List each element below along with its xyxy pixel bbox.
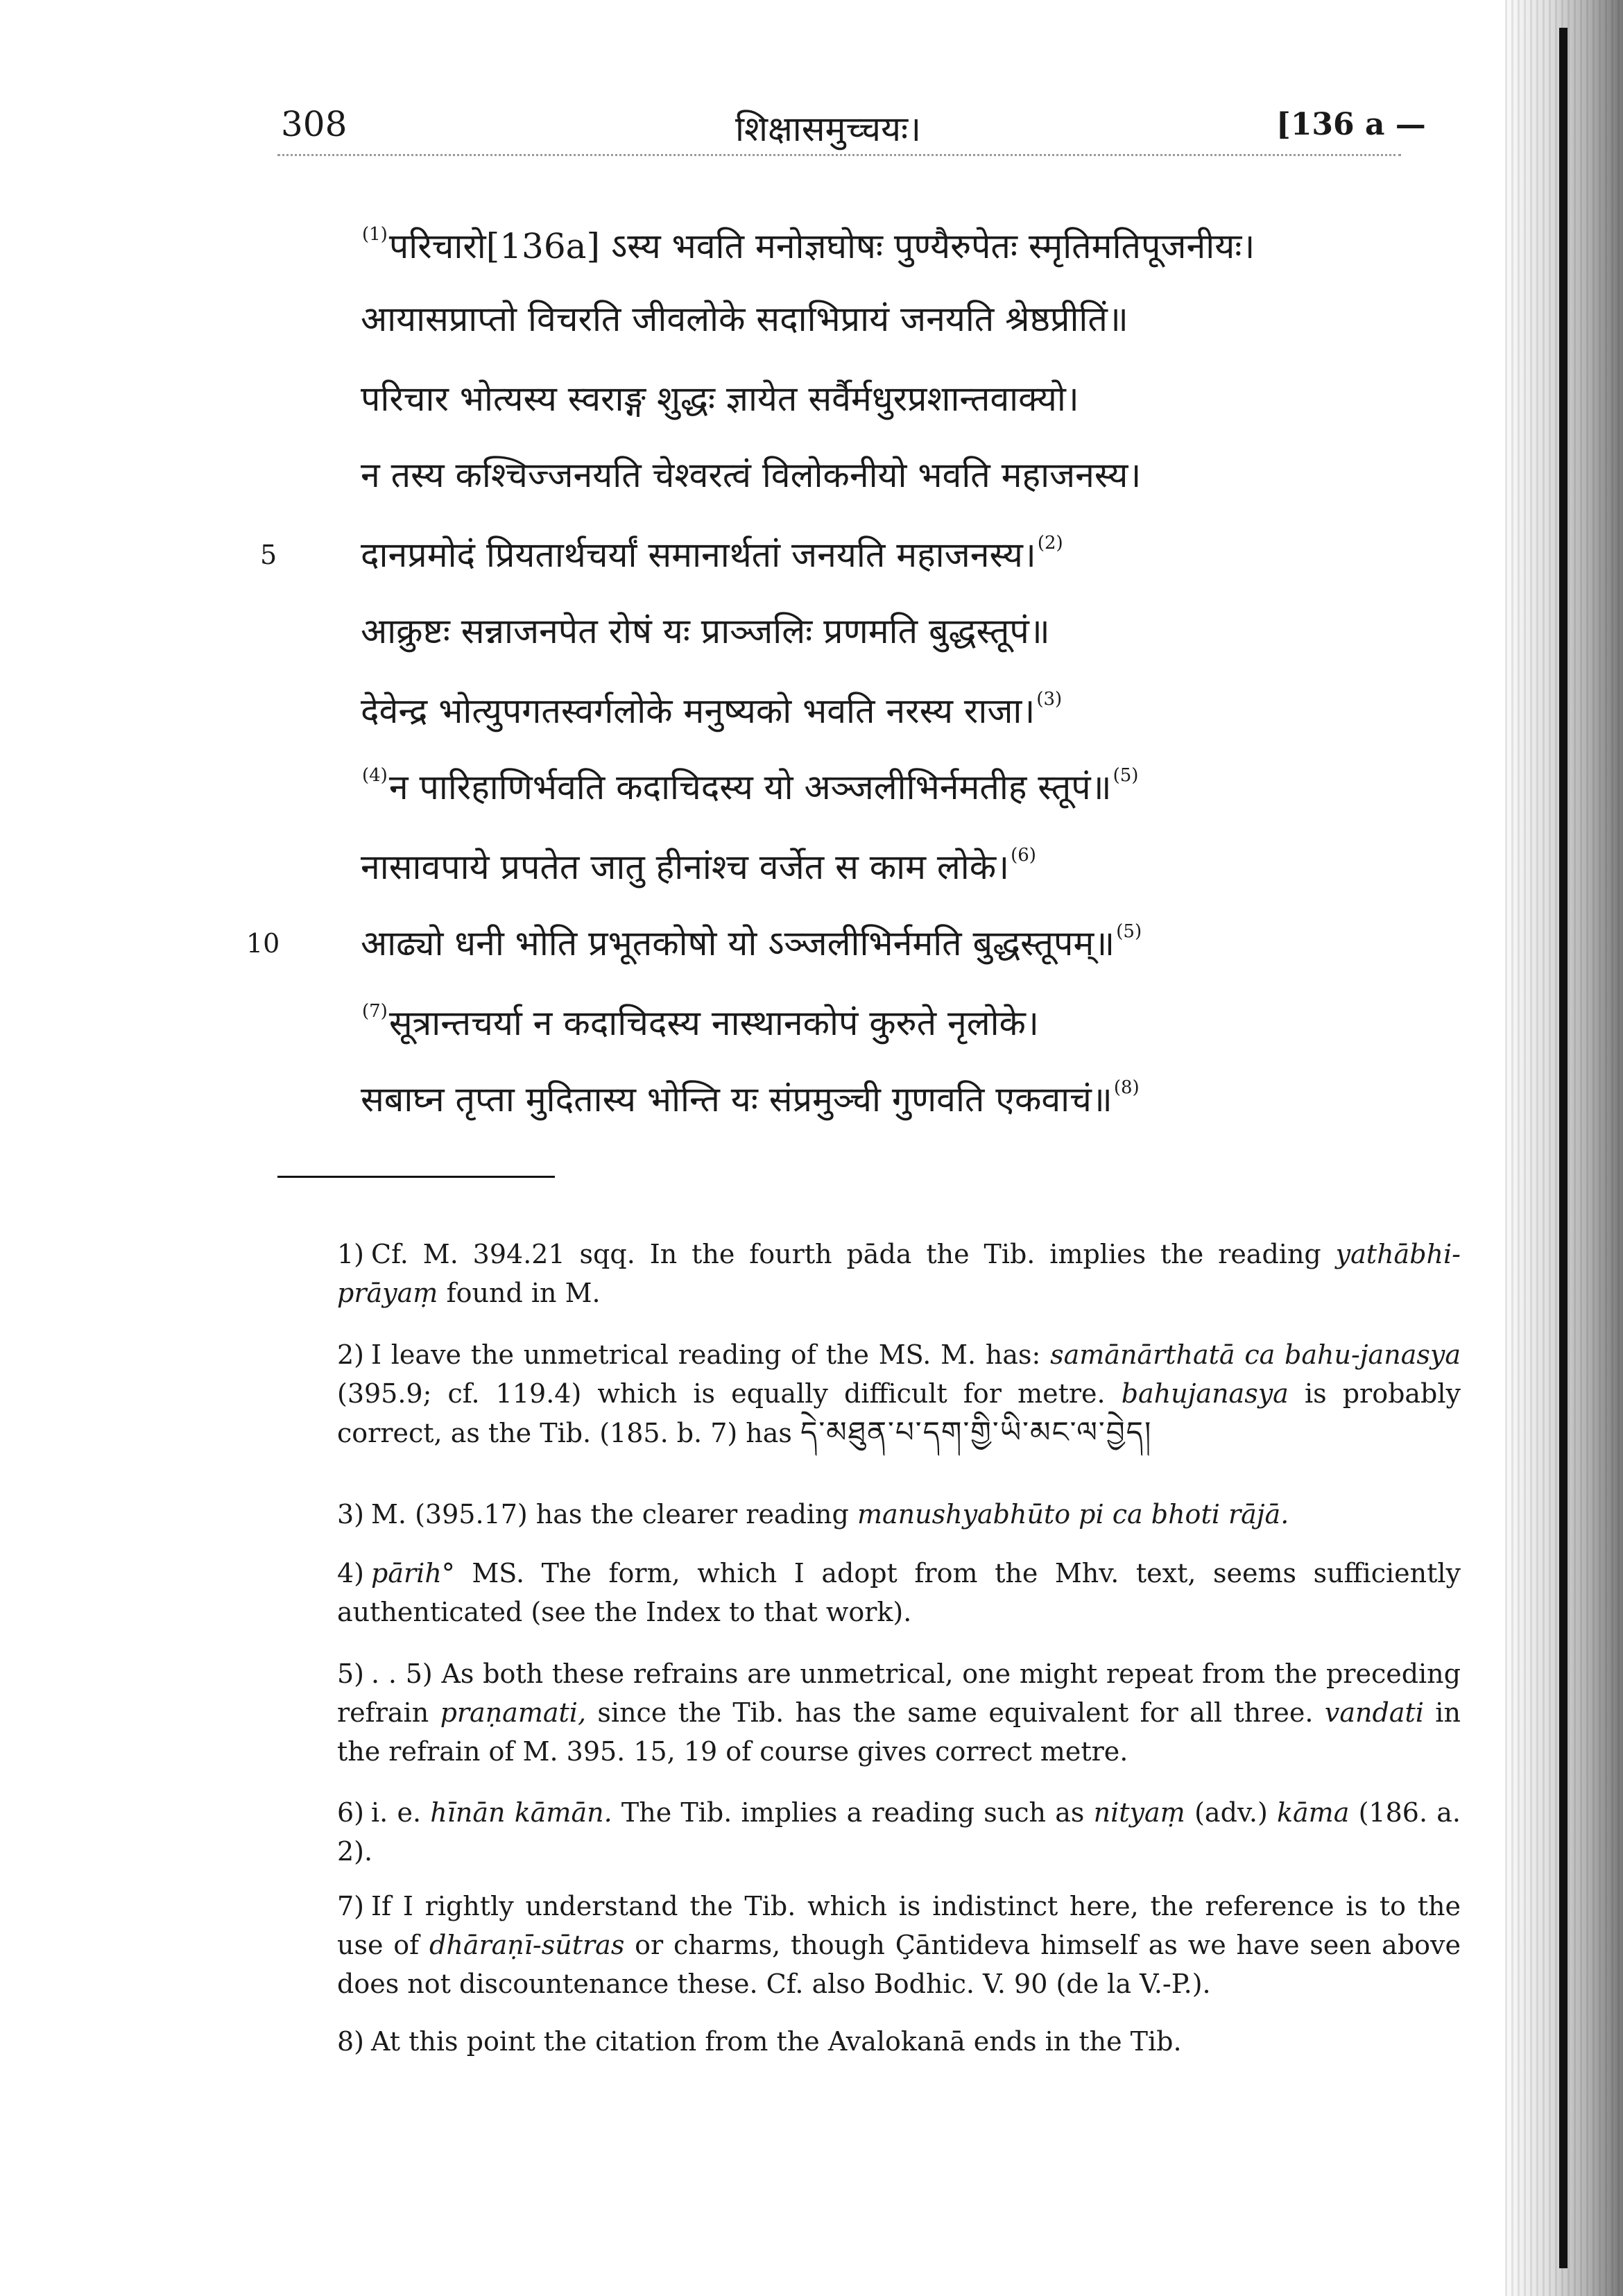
footnote-marker: (2) bbox=[1037, 533, 1063, 554]
footnote-italic: manushyabhūto pi ca bhoti rājā. bbox=[857, 1499, 1289, 1530]
footnote-number: 8) bbox=[337, 2026, 365, 2057]
footnote-italic: bahujanasya bbox=[1121, 1378, 1289, 1409]
footnote-number: 7) bbox=[337, 1891, 365, 1921]
footnote-marker: (6) bbox=[1011, 845, 1036, 866]
footnote-text: At this point the citation from the Avalokanā ends in the Tib. bbox=[371, 2026, 1182, 2057]
footnote-number: 5) bbox=[337, 1659, 365, 1689]
tibetan-quote: དེ་མཐུན་པ་དག་གྱི་ཡི་མང་ལ་བྱེད། bbox=[800, 1415, 1153, 1449]
footnote-italic: pārih° bbox=[371, 1558, 455, 1588]
footnote-divider bbox=[277, 1176, 555, 1178]
verse-line bbox=[361, 999, 1443, 1047]
footnote-italic: nityaṃ bbox=[1093, 1797, 1185, 1828]
footnote-text: (395.9; cf. 119.4) which is equally difficult for metre. bbox=[337, 1378, 1106, 1409]
footnote-text: MS. The form, which I adopt from the Mhv. text, seems sufficiently authenticated (see the Index to that work). bbox=[337, 1558, 1461, 1627]
footnote bbox=[277, 1554, 1461, 1631]
footnote-italic: kāma bbox=[1277, 1797, 1350, 1828]
section-reference: [136 a — bbox=[1276, 107, 1426, 142]
footnote-text: The Tib. implies a reading such as bbox=[621, 1797, 1085, 1828]
footnote-marker: (5) bbox=[1116, 921, 1142, 942]
running-title: शिक्षासमुच्चयः। bbox=[735, 109, 922, 149]
footnote bbox=[277, 1335, 1461, 1453]
footnote-italic: yathābhi-prāyaṃ bbox=[337, 1239, 1461, 1308]
verse-line bbox=[361, 1075, 1443, 1124]
footnote-marker: (5) bbox=[1113, 765, 1139, 786]
verse-text: आयासप्राप्तो विचरति जीवलोके सदाभिप्रायं जनयति श्रेष्ठप्रीतिं॥ bbox=[361, 299, 1128, 339]
footnote-text: in the refrain of M. 395. 15, 19 of course gives correct metre. bbox=[337, 1697, 1461, 1767]
footnote-text: or charms, though Çāntideva himself as we have seen above does not discountenance these. Cf. also Bodhic. V. 90 (de la V.-P.). bbox=[337, 1930, 1461, 1999]
line-number: 10 bbox=[246, 928, 280, 959]
footnote-text: is probably correct, as the Tib. (185. b. 7) has bbox=[337, 1378, 1461, 1448]
footnote-text: M. (395.17) has the clearer reading bbox=[371, 1499, 849, 1530]
verse-text: आक्रुष्टः सन्नाजनपेत रोषं यः प्राञ्जलिः प्रणमति बुद्धस्तूपं॥ bbox=[361, 611, 1050, 651]
verse-line bbox=[361, 763, 1443, 812]
footnote-marker: (7) bbox=[362, 1001, 388, 1022]
footnote bbox=[277, 1793, 1461, 1871]
verse-text: दानप्रमोदं प्रियतार्थचर्यां समानार्थतां जनयति महाजनस्य। bbox=[361, 535, 1036, 575]
verse-line bbox=[361, 531, 1443, 579]
footnote-text: since the Tib. has the same equivalent for all three. bbox=[597, 1697, 1314, 1728]
footnote-italic: hīnān kāmān. bbox=[430, 1797, 612, 1828]
footnote-text: (adv.) bbox=[1194, 1797, 1268, 1828]
verse-line bbox=[361, 607, 1443, 656]
verse-line bbox=[361, 451, 1443, 499]
verse-line bbox=[361, 919, 1443, 968]
footnote bbox=[277, 1495, 1461, 1534]
footnote bbox=[277, 2022, 1461, 2061]
header-divider bbox=[277, 154, 1401, 156]
footnote-italic: samānārthatā ca bahu-janasya bbox=[1050, 1339, 1461, 1370]
footnote-marker: (8) bbox=[1113, 1077, 1140, 1098]
footnote-text: If I rightly understand the Tib. which is indistinct here, the reference is to the use of bbox=[337, 1891, 1461, 1960]
verse-text: परिचार भोत्यस्य स्वराङ्ग शुद्धः ज्ञायेत सर्वैर्मधुरप्रशान्तवाक्यो। bbox=[361, 379, 1079, 419]
footnote bbox=[277, 1235, 1461, 1312]
page-header bbox=[0, 104, 1505, 160]
footnote-italic: praṇamati, bbox=[440, 1697, 587, 1728]
verse-text: सबाघ्न तृप्ता मुदितास्य भोन्ति यः संप्रमुञ्ची गुणवति एकवाचं॥ bbox=[361, 1079, 1113, 1120]
verse-line bbox=[361, 843, 1443, 891]
verse-text: आढ्यो धनी भोति प्रभूतकोषो यो ऽञ्जलीभिर्नमति बुद्धस्तूपम्॥ bbox=[361, 923, 1115, 963]
footnote-marker: (3) bbox=[1036, 689, 1063, 710]
footnote-text: . . 5) As both these refrains are unmetrical, one might repeat from the preceding refrain bbox=[337, 1659, 1461, 1728]
verse-text: न पारिहाणिर्भवति कदाचिदस्य यो अञ्जलीभिर्नमतीह स्तूपं॥ bbox=[388, 767, 1112, 807]
footnote-number: 6) bbox=[337, 1797, 365, 1828]
verse-text: न तस्य कश्चिज्जनयति चेश्वरत्वं विलोकनीयो भवति महाजनस्य। bbox=[361, 455, 1142, 495]
footnote-marker: (1) bbox=[362, 224, 388, 245]
verse-line bbox=[361, 375, 1443, 423]
footnote-italic: dhāraṇī-sūtras bbox=[429, 1930, 625, 1960]
page-number: 308 bbox=[281, 104, 347, 144]
verse-text: देवेन्द्र भोत्युपगतस्वर्गलोके मनुष्यको भवति नरस्य राजा। bbox=[361, 691, 1036, 731]
footnote-italic: vandati bbox=[1324, 1697, 1424, 1728]
verse-line bbox=[361, 222, 1443, 271]
footnote-number: 3) bbox=[337, 1499, 365, 1530]
footnote-text: i. e. bbox=[371, 1797, 422, 1828]
footnote bbox=[277, 1887, 1461, 2003]
page-edge-shadow bbox=[1505, 0, 1623, 2296]
footnote-number: 1) bbox=[337, 1239, 365, 1269]
footnote-text: (186. a. 2). bbox=[337, 1797, 1461, 1867]
verse-text: नासावपाये प्रपतेत जातु हीनांश्च वर्जेत स काम लोके। bbox=[361, 847, 1010, 887]
footnote-text: found in M. bbox=[446, 1278, 601, 1308]
verse-text: परिचारो[136a] ऽस्य भवति मनोज्ञघोषः पुण्यैरुपेतः स्मृतिमतिपूजनीयः। bbox=[388, 226, 1255, 266]
verse-line bbox=[361, 687, 1443, 735]
footnote-number: 2) bbox=[337, 1339, 365, 1370]
footnote-text: I leave the unmetrical reading of the MS. M. has: bbox=[371, 1339, 1041, 1370]
line-number: 5 bbox=[260, 540, 277, 570]
footnote-text: Cf. M. 394.21 sqq. In the fourth pāda the Tib. implies the reading bbox=[371, 1239, 1321, 1269]
footnote-number: 4) bbox=[337, 1558, 365, 1588]
footnote-marker: (4) bbox=[362, 765, 388, 786]
verse-text: सूत्रान्तचर्या न कदाचिदस्य नास्थानकोपं कुरुते नृलोके। bbox=[388, 1003, 1039, 1043]
footnote bbox=[277, 1654, 1461, 1771]
verse-line bbox=[361, 295, 1443, 343]
